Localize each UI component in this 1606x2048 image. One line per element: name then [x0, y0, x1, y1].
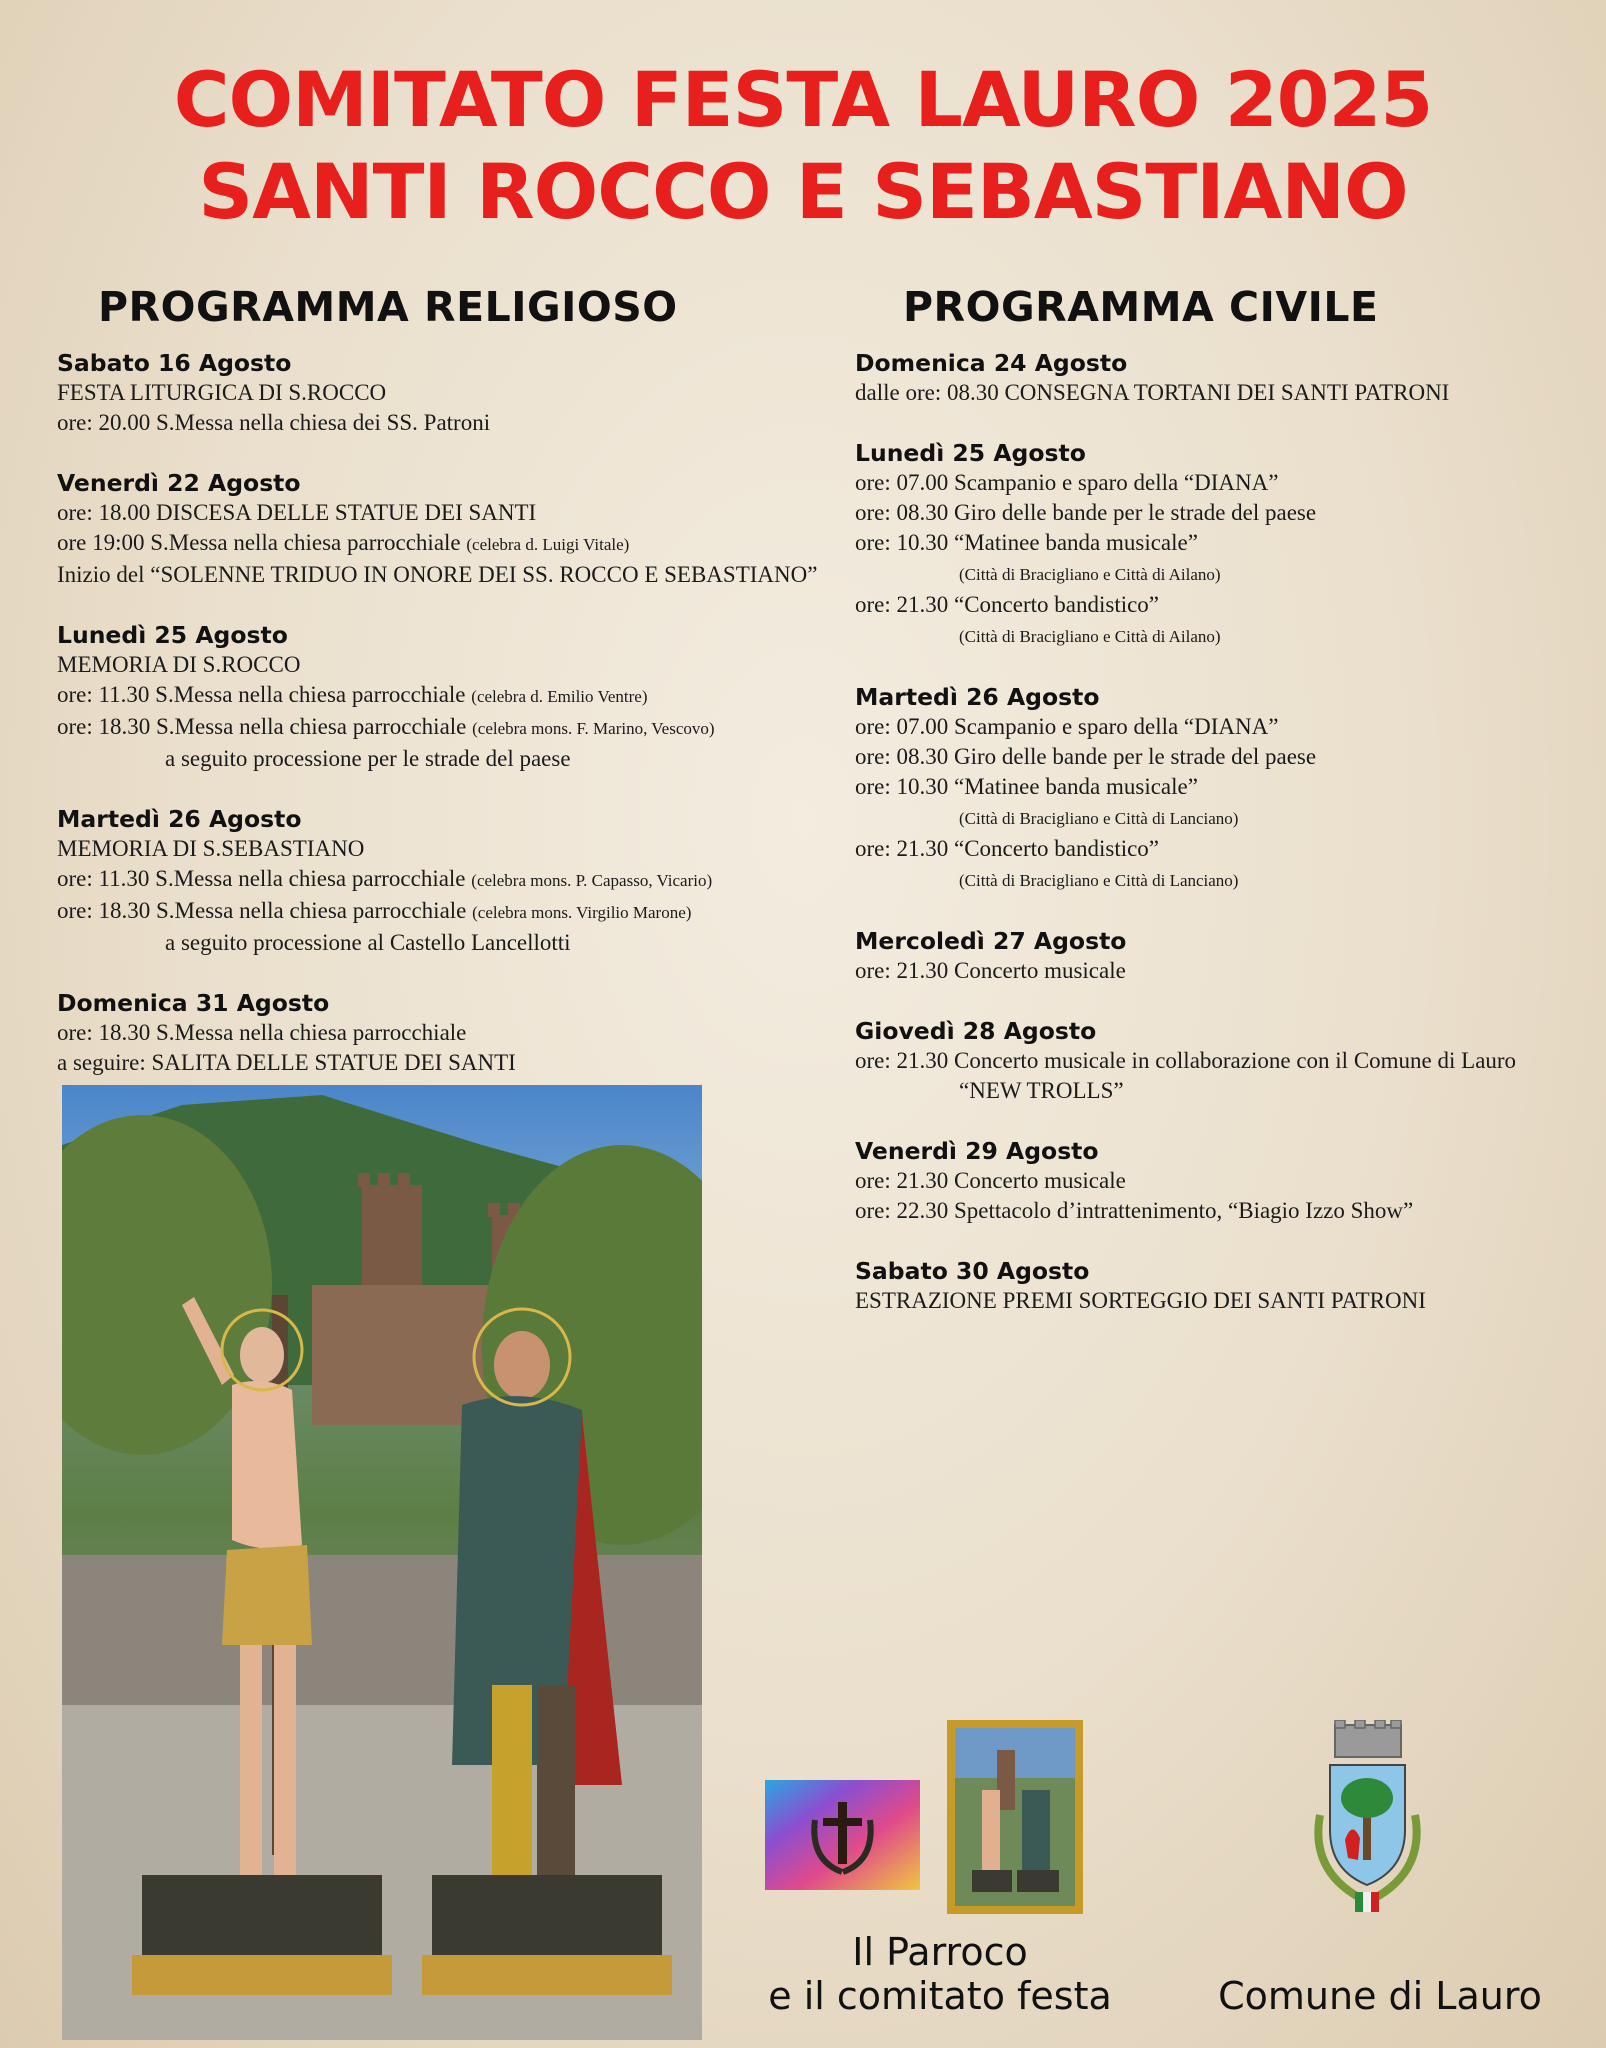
civile-day-5: [855, 1136, 1595, 1226]
program-line-text: ore: 18.30 S.Messa nella chiesa parrocchiale: [57, 1020, 467, 1045]
program-line-text: ore 19:00 S.Messa nella chiesa parrocchiale: [57, 530, 461, 555]
program-line-text: ore: 21.30 Concerto musicale in collaborazione con il Comune di Lauro: [855, 1048, 1517, 1073]
day-date: Venerdì 22 Agosto: [57, 469, 301, 497]
day-date: Lunedì 25 Agosto: [57, 621, 288, 649]
program-line-text: ore: 21.30 “Concerto bandistico”: [855, 592, 1160, 617]
parroco-caption: [740, 1930, 1140, 2018]
program-line-text: a seguire: SALITA DELLE STATUE DEI SANTI: [57, 1050, 516, 1075]
civile-day-1: [855, 438, 1595, 652]
program-line: [57, 712, 837, 744]
program-line-note: (celebra mons. F. Marino, Vescovo): [472, 719, 715, 738]
parish-cross-logo: [765, 1780, 920, 1890]
program-line-text: ore: 08.30 Giro delle bande per le strade del paese: [855, 500, 1317, 525]
program-line-text: ore: 20.00 S.Messa nella chiesa dei SS. Patroni: [57, 410, 491, 435]
title-line-2: SANTI ROCCO E SEBASTIANO: [198, 147, 1408, 236]
program-line-text: FESTA LITURGICA DI S.ROCCO: [57, 380, 387, 405]
program-line-text: ore: 21.30 Concerto musicale: [855, 958, 1126, 983]
program-line: [57, 1048, 837, 1078]
program-line-note: (Città di Bracigliano e Città di Lanciano): [959, 809, 1239, 828]
comune-caption: Comune di Lauro: [1218, 1974, 1542, 2018]
program-line: [57, 744, 837, 774]
program-line: [855, 712, 1595, 742]
programma-civile-list: [855, 348, 1595, 1346]
program-line: [57, 408, 837, 438]
program-line-text: Inizio del “SOLENNE TRIDUO IN ONORE DEI SS. ROCCO E SEBASTIANO”: [57, 562, 818, 587]
program-line-text: ore: 10.30 “Matinee banda musicale”: [855, 774, 1198, 799]
program-line-note: (celebra d. Luigi Vitale): [466, 535, 630, 554]
program-line: [57, 864, 837, 896]
program-line: [855, 834, 1595, 864]
program-line: [855, 1286, 1595, 1316]
program-line: [57, 928, 837, 958]
parroco-caption-line-2: e il comitato festa: [768, 1974, 1112, 2018]
religioso-day-2: [57, 620, 837, 774]
program-line-text: ore: 07.00 Scampanio e sparo della “DIANA”: [855, 714, 1279, 739]
program-line: [855, 802, 1595, 834]
program-line-text: “NEW TROLLS”: [959, 1078, 1124, 1103]
program-line: [855, 590, 1595, 620]
civile-day-3: [855, 926, 1595, 986]
program-line-text: MEMORIA DI S.ROCCO: [57, 652, 301, 677]
program-line: [855, 558, 1595, 590]
program-line-text: ore: 11.30 S.Messa nella chiesa parrocchiale: [57, 866, 466, 891]
program-line-note: (celebra d. Emilio Ventre): [471, 687, 648, 706]
program-line: [855, 1046, 1595, 1076]
program-line: [855, 378, 1595, 408]
program-line: [855, 528, 1595, 558]
religioso-day-1: [57, 468, 837, 590]
parroco-caption-line-1: Il Parroco: [852, 1930, 1028, 1974]
day-date: Venerdì 29 Agosto: [855, 1137, 1099, 1165]
framed-statues-picture: [947, 1720, 1083, 1914]
program-line-text: a seguito processione al Castello Lancellotti: [165, 930, 571, 955]
program-line: [57, 528, 837, 560]
program-line-text: ore: 18.30 S.Messa nella chiesa parrocchiale: [57, 898, 467, 923]
program-line-text: dalle ore: 08.30 CONSEGNA TORTANI DEI SANTI PATRONI: [855, 380, 1450, 405]
program-line-text: ore: 21.30 “Concerto bandistico”: [855, 836, 1160, 861]
civile-day-2: [855, 682, 1595, 896]
program-line-note: (Città di Bracigliano e Città di Lanciano): [959, 871, 1239, 890]
civile-day-4: [855, 1016, 1595, 1106]
heading-programma-civile: PROGRAMMA CIVILE: [903, 283, 1379, 331]
civile-day-6: [855, 1256, 1595, 1316]
program-line: [855, 1076, 1595, 1106]
program-line-text: ore: 10.30 “Matinee banda musicale”: [855, 530, 1198, 555]
day-date: Sabato 30 Agosto: [855, 1257, 1090, 1285]
heading-programma-religioso: PROGRAMMA RELIGIOSO: [98, 283, 678, 331]
program-line-text: MEMORIA DI S.SEBASTIANO: [57, 836, 365, 861]
program-line-text: a seguito processione per le strade del paese: [165, 746, 571, 771]
religioso-day-4: [57, 988, 837, 1078]
program-line-text: ore: 07.00 Scampanio e sparo della “DIANA”: [855, 470, 1279, 495]
day-date: Giovedì 28 Agosto: [855, 1017, 1097, 1045]
program-line: [57, 834, 837, 864]
program-line-text: ore: 21.30 Concerto musicale: [855, 1168, 1126, 1193]
day-date: Martedì 26 Agosto: [57, 805, 302, 833]
day-date: Sabato 16 Agosto: [57, 349, 292, 377]
program-line: [855, 498, 1595, 528]
program-line: [57, 896, 837, 928]
program-line-text: ore: 08.30 Giro delle bande per le strade del paese: [855, 744, 1317, 769]
title-line-1: COMITATO FESTA LAURO 2025: [173, 55, 1433, 144]
program-line-text: ore: 18.30 S.Messa nella chiesa parrocchiale: [57, 714, 467, 739]
program-line: [855, 742, 1595, 772]
program-line-note: (Città di Bracigliano e Città di Ailano): [959, 565, 1221, 584]
civile-day-0: [855, 348, 1595, 408]
statues-illustration: [62, 1085, 702, 2040]
program-line: [855, 864, 1595, 896]
day-date: Mercoledì 27 Agosto: [855, 927, 1127, 955]
statues-photo: [62, 1085, 702, 2040]
day-date: Martedì 26 Agosto: [855, 683, 1100, 711]
program-line: [855, 620, 1595, 652]
program-line: [855, 772, 1595, 802]
religioso-day-3: [57, 804, 837, 958]
program-line-text: ore: 18.00 DISCESA DELLE STATUE DEI SANTI: [57, 500, 537, 525]
program-line-text: ore: 22.30 Spettacolo d’intrattenimento, “Biagio Izzo Show”: [855, 1198, 1414, 1223]
program-line: [855, 468, 1595, 498]
religioso-day-0: [57, 348, 837, 438]
program-line: [57, 498, 837, 528]
program-line: [855, 956, 1595, 986]
program-line: [57, 1018, 837, 1048]
comune-coat-of-arms: [1300, 1720, 1435, 1920]
program-line: [855, 1166, 1595, 1196]
programma-religioso-list: [57, 348, 837, 1108]
program-line: [57, 680, 837, 712]
day-date: Lunedì 25 Agosto: [855, 439, 1086, 467]
day-date: Domenica 31 Agosto: [57, 989, 330, 1017]
program-line-note: (celebra mons. P. Capasso, Vicario): [471, 871, 713, 890]
program-line-note: (celebra mons. Virgilio Marone): [472, 903, 692, 922]
program-line-note: (Città di Bracigliano e Città di Ailano): [959, 627, 1221, 646]
program-line-text: ore: 11.30 S.Messa nella chiesa parrocchiale: [57, 682, 466, 707]
program-line: [57, 650, 837, 680]
program-line: [855, 1196, 1595, 1226]
program-line-text: ESTRAZIONE PREMI SORTEGGIO DEI SANTI PATRONI: [855, 1288, 1426, 1313]
program-line: [57, 560, 837, 590]
program-line: [57, 378, 837, 408]
day-date: Domenica 24 Agosto: [855, 349, 1128, 377]
